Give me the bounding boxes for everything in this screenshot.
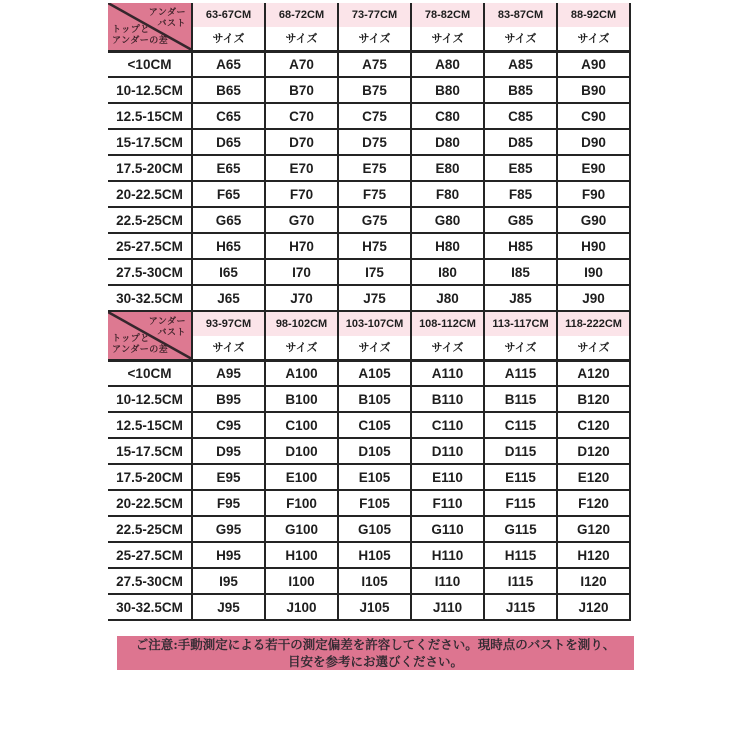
difference-range-label: 12.5-15CM bbox=[108, 103, 192, 129]
table-row bbox=[108, 594, 630, 620]
size-value-cell: H70 bbox=[265, 233, 338, 259]
size-value-cell: C95 bbox=[192, 412, 265, 438]
size-value-cell: A115 bbox=[484, 360, 557, 386]
size-value-cell: E85 bbox=[484, 155, 557, 181]
corner-label-line: バスト bbox=[157, 17, 186, 28]
notice-bar bbox=[117, 636, 634, 670]
size-value-cell: F115 bbox=[484, 490, 557, 516]
size-value-cell: H85 bbox=[484, 233, 557, 259]
table-body bbox=[108, 51, 630, 311]
size-value-cell: B85 bbox=[484, 77, 557, 103]
size-value-cell: B90 bbox=[557, 77, 630, 103]
underbust-range-header: 93-97CM bbox=[192, 312, 265, 336]
corner-label-line: アンダーの差 bbox=[112, 34, 169, 45]
size-value-cell: E120 bbox=[557, 464, 630, 490]
size-value-cell: D110 bbox=[411, 438, 484, 464]
size-value-cell: C65 bbox=[192, 103, 265, 129]
size-label-cell: サイズ bbox=[338, 27, 411, 51]
size-value-cell: B115 bbox=[484, 386, 557, 412]
underbust-range-header: 78-82CM bbox=[411, 3, 484, 27]
corner-label-line: アンダー bbox=[148, 7, 186, 17]
difference-range-label: <10CM bbox=[108, 360, 192, 386]
underbust-range-header: 108-112CM bbox=[411, 312, 484, 336]
size-table-section-2 bbox=[108, 312, 750, 621]
top-under-difference-axis-label bbox=[112, 333, 168, 355]
bra-size-table bbox=[108, 3, 631, 312]
underbust-range-header: 98-102CM bbox=[265, 312, 338, 336]
bra-size-table bbox=[108, 312, 631, 621]
size-label-cell: サイズ bbox=[557, 27, 630, 51]
size-value-cell: H75 bbox=[338, 233, 411, 259]
size-value-cell: H100 bbox=[265, 542, 338, 568]
table-row bbox=[108, 464, 630, 490]
notice-line-1: ご注意:手動測定による若干の測定偏差を許容してください。現時点のバストを測り、 bbox=[135, 636, 616, 652]
size-value-cell: D75 bbox=[338, 129, 411, 155]
size-value-cell: J90 bbox=[557, 285, 630, 311]
size-value-cell: J65 bbox=[192, 285, 265, 311]
table-row bbox=[108, 412, 630, 438]
size-value-cell: I95 bbox=[192, 568, 265, 594]
size-value-cell: A85 bbox=[484, 51, 557, 77]
difference-range-label: 10-12.5CM bbox=[108, 77, 192, 103]
table-row bbox=[108, 259, 630, 285]
table-row bbox=[108, 542, 630, 568]
difference-range-label: 22.5-25CM bbox=[108, 516, 192, 542]
size-value-cell: E70 bbox=[265, 155, 338, 181]
difference-range-label: 25-27.5CM bbox=[108, 233, 192, 259]
corner-label-line: アンダー bbox=[148, 316, 186, 326]
size-value-cell: B75 bbox=[338, 77, 411, 103]
size-value-cell: D100 bbox=[265, 438, 338, 464]
size-label-cell: サイズ bbox=[411, 27, 484, 51]
top-under-difference-axis-label bbox=[112, 24, 168, 46]
size-value-cell: E95 bbox=[192, 464, 265, 490]
table-row bbox=[108, 386, 630, 412]
difference-range-label: 15-17.5CM bbox=[108, 129, 192, 155]
size-value-cell: I90 bbox=[557, 259, 630, 285]
table-row bbox=[108, 233, 630, 259]
size-label-cell: サイズ bbox=[411, 336, 484, 360]
size-value-cell: G85 bbox=[484, 207, 557, 233]
size-value-cell: I110 bbox=[411, 568, 484, 594]
table-row bbox=[108, 51, 630, 77]
size-value-cell: B95 bbox=[192, 386, 265, 412]
corner-label-line: アンダーの差 bbox=[112, 343, 169, 354]
difference-range-label: 12.5-15CM bbox=[108, 412, 192, 438]
size-value-cell: F75 bbox=[338, 181, 411, 207]
size-value-cell: D120 bbox=[557, 438, 630, 464]
table-row bbox=[108, 490, 630, 516]
size-value-cell: I75 bbox=[338, 259, 411, 285]
underbust-range-header: 73-77CM bbox=[338, 3, 411, 27]
underbust-range-header: 118-222CM bbox=[557, 312, 630, 336]
size-value-cell: G70 bbox=[265, 207, 338, 233]
size-value-cell: G80 bbox=[411, 207, 484, 233]
underbust-range-header: 88-92CM bbox=[557, 3, 630, 27]
size-value-cell: A105 bbox=[338, 360, 411, 386]
size-value-cell: F85 bbox=[484, 181, 557, 207]
size-value-cell: J70 bbox=[265, 285, 338, 311]
table-row bbox=[108, 516, 630, 542]
size-label-cell: サイズ bbox=[192, 27, 265, 51]
size-value-cell: H105 bbox=[338, 542, 411, 568]
size-value-cell: A95 bbox=[192, 360, 265, 386]
table-header bbox=[108, 3, 630, 51]
corner-label-line: トップと bbox=[112, 332, 150, 343]
size-value-cell: I65 bbox=[192, 259, 265, 285]
difference-range-label: 20-22.5CM bbox=[108, 490, 192, 516]
size-value-cell: F65 bbox=[192, 181, 265, 207]
size-value-cell: I100 bbox=[265, 568, 338, 594]
size-value-cell: J80 bbox=[411, 285, 484, 311]
size-value-cell: F80 bbox=[411, 181, 484, 207]
size-value-cell: G95 bbox=[192, 516, 265, 542]
size-value-cell: H65 bbox=[192, 233, 265, 259]
table-row bbox=[108, 438, 630, 464]
size-value-cell: C75 bbox=[338, 103, 411, 129]
size-value-cell: G115 bbox=[484, 516, 557, 542]
size-value-cell: B80 bbox=[411, 77, 484, 103]
size-value-cell: J105 bbox=[338, 594, 411, 620]
size-label-cell: サイズ bbox=[265, 336, 338, 360]
table-row bbox=[108, 129, 630, 155]
difference-range-label: 27.5-30CM bbox=[108, 259, 192, 285]
size-value-cell: C70 bbox=[265, 103, 338, 129]
size-label-cell: サイズ bbox=[557, 336, 630, 360]
size-value-cell: E110 bbox=[411, 464, 484, 490]
size-value-cell: H110 bbox=[411, 542, 484, 568]
difference-range-label: 27.5-30CM bbox=[108, 568, 192, 594]
size-value-cell: G110 bbox=[411, 516, 484, 542]
size-value-cell: D80 bbox=[411, 129, 484, 155]
axis-corner-cell bbox=[108, 3, 192, 51]
table-row bbox=[108, 285, 630, 311]
size-value-cell: D70 bbox=[265, 129, 338, 155]
size-value-cell: D115 bbox=[484, 438, 557, 464]
size-value-cell: J110 bbox=[411, 594, 484, 620]
size-value-cell: D105 bbox=[338, 438, 411, 464]
difference-range-label: 25-27.5CM bbox=[108, 542, 192, 568]
size-value-cell: C105 bbox=[338, 412, 411, 438]
size-value-cell: H90 bbox=[557, 233, 630, 259]
table-header bbox=[108, 312, 630, 360]
size-value-cell: I115 bbox=[484, 568, 557, 594]
table-row bbox=[108, 181, 630, 207]
size-value-cell: I105 bbox=[338, 568, 411, 594]
size-value-cell: F90 bbox=[557, 181, 630, 207]
difference-range-label: 17.5-20CM bbox=[108, 155, 192, 181]
size-label-cell: サイズ bbox=[484, 27, 557, 51]
size-value-cell: H95 bbox=[192, 542, 265, 568]
size-value-cell: A110 bbox=[411, 360, 484, 386]
size-value-cell: H80 bbox=[411, 233, 484, 259]
size-value-cell: J120 bbox=[557, 594, 630, 620]
size-value-cell: I85 bbox=[484, 259, 557, 285]
size-value-cell: C120 bbox=[557, 412, 630, 438]
size-value-cell: F100 bbox=[265, 490, 338, 516]
size-value-cell: G65 bbox=[192, 207, 265, 233]
size-value-cell: F110 bbox=[411, 490, 484, 516]
underbust-header-row bbox=[108, 3, 630, 27]
axis-corner-cell bbox=[108, 312, 192, 360]
table-row bbox=[108, 155, 630, 181]
size-value-cell: C100 bbox=[265, 412, 338, 438]
size-value-cell: A120 bbox=[557, 360, 630, 386]
notice-line-2: 目安を参考にお選びください。 bbox=[287, 654, 463, 669]
size-value-cell: B120 bbox=[557, 386, 630, 412]
size-value-cell: C115 bbox=[484, 412, 557, 438]
size-value-cell: B105 bbox=[338, 386, 411, 412]
size-value-cell: B100 bbox=[265, 386, 338, 412]
difference-range-label: 10-12.5CM bbox=[108, 386, 192, 412]
size-value-cell: C90 bbox=[557, 103, 630, 129]
size-label-cell: サイズ bbox=[484, 336, 557, 360]
size-value-cell: E105 bbox=[338, 464, 411, 490]
table-row bbox=[108, 77, 630, 103]
size-value-cell: H115 bbox=[484, 542, 557, 568]
size-value-cell: A90 bbox=[557, 51, 630, 77]
size-value-cell: C110 bbox=[411, 412, 484, 438]
size-value-cell: G100 bbox=[265, 516, 338, 542]
size-value-cell: G90 bbox=[557, 207, 630, 233]
size-label-cell: サイズ bbox=[265, 27, 338, 51]
difference-range-label: 30-32.5CM bbox=[108, 594, 192, 620]
size-value-cell: H120 bbox=[557, 542, 630, 568]
size-value-cell: A70 bbox=[265, 51, 338, 77]
size-value-cell: G75 bbox=[338, 207, 411, 233]
size-value-cell: D95 bbox=[192, 438, 265, 464]
size-table-section-1 bbox=[108, 3, 750, 312]
size-value-cell: G105 bbox=[338, 516, 411, 542]
difference-range-label: 20-22.5CM bbox=[108, 181, 192, 207]
table-row bbox=[108, 103, 630, 129]
underbust-range-header: 63-67CM bbox=[192, 3, 265, 27]
difference-range-label: 22.5-25CM bbox=[108, 207, 192, 233]
size-value-cell: J75 bbox=[338, 285, 411, 311]
size-value-cell: E65 bbox=[192, 155, 265, 181]
size-value-cell: I70 bbox=[265, 259, 338, 285]
table-row bbox=[108, 568, 630, 594]
table-body bbox=[108, 360, 630, 620]
size-value-cell: E90 bbox=[557, 155, 630, 181]
underbust-range-header: 83-87CM bbox=[484, 3, 557, 27]
underbust-range-header: 68-72CM bbox=[265, 3, 338, 27]
size-value-cell: B110 bbox=[411, 386, 484, 412]
size-value-cell: B70 bbox=[265, 77, 338, 103]
difference-range-label: 15-17.5CM bbox=[108, 438, 192, 464]
size-value-cell: D90 bbox=[557, 129, 630, 155]
size-value-cell: E115 bbox=[484, 464, 557, 490]
size-value-cell: B65 bbox=[192, 77, 265, 103]
size-value-cell: C85 bbox=[484, 103, 557, 129]
size-value-cell: I120 bbox=[557, 568, 630, 594]
size-value-cell: J115 bbox=[484, 594, 557, 620]
size-value-cell: J100 bbox=[265, 594, 338, 620]
size-label-cell: サイズ bbox=[192, 336, 265, 360]
size-value-cell: A100 bbox=[265, 360, 338, 386]
size-value-cell: A65 bbox=[192, 51, 265, 77]
size-value-cell: J85 bbox=[484, 285, 557, 311]
size-value-cell: D65 bbox=[192, 129, 265, 155]
underbust-header-row bbox=[108, 312, 630, 336]
size-value-cell: E80 bbox=[411, 155, 484, 181]
size-value-cell: F70 bbox=[265, 181, 338, 207]
size-value-cell: G120 bbox=[557, 516, 630, 542]
size-label-cell: サイズ bbox=[338, 336, 411, 360]
size-value-cell: I80 bbox=[411, 259, 484, 285]
size-value-cell: E100 bbox=[265, 464, 338, 490]
difference-range-label: 17.5-20CM bbox=[108, 464, 192, 490]
corner-label-line: トップと bbox=[112, 23, 150, 34]
size-value-cell: F120 bbox=[557, 490, 630, 516]
table-row bbox=[108, 360, 630, 386]
size-value-cell: A75 bbox=[338, 51, 411, 77]
table-row bbox=[108, 207, 630, 233]
size-value-cell: F105 bbox=[338, 490, 411, 516]
difference-range-label: <10CM bbox=[108, 51, 192, 77]
size-value-cell: J95 bbox=[192, 594, 265, 620]
underbust-range-header: 103-107CM bbox=[338, 312, 411, 336]
size-value-cell: C80 bbox=[411, 103, 484, 129]
underbust-range-header: 113-117CM bbox=[484, 312, 557, 336]
difference-range-label: 30-32.5CM bbox=[108, 285, 192, 311]
corner-label-line: バスト bbox=[157, 326, 186, 337]
size-value-cell: E75 bbox=[338, 155, 411, 181]
size-value-cell: D85 bbox=[484, 129, 557, 155]
size-value-cell: F95 bbox=[192, 490, 265, 516]
size-value-cell: A80 bbox=[411, 51, 484, 77]
